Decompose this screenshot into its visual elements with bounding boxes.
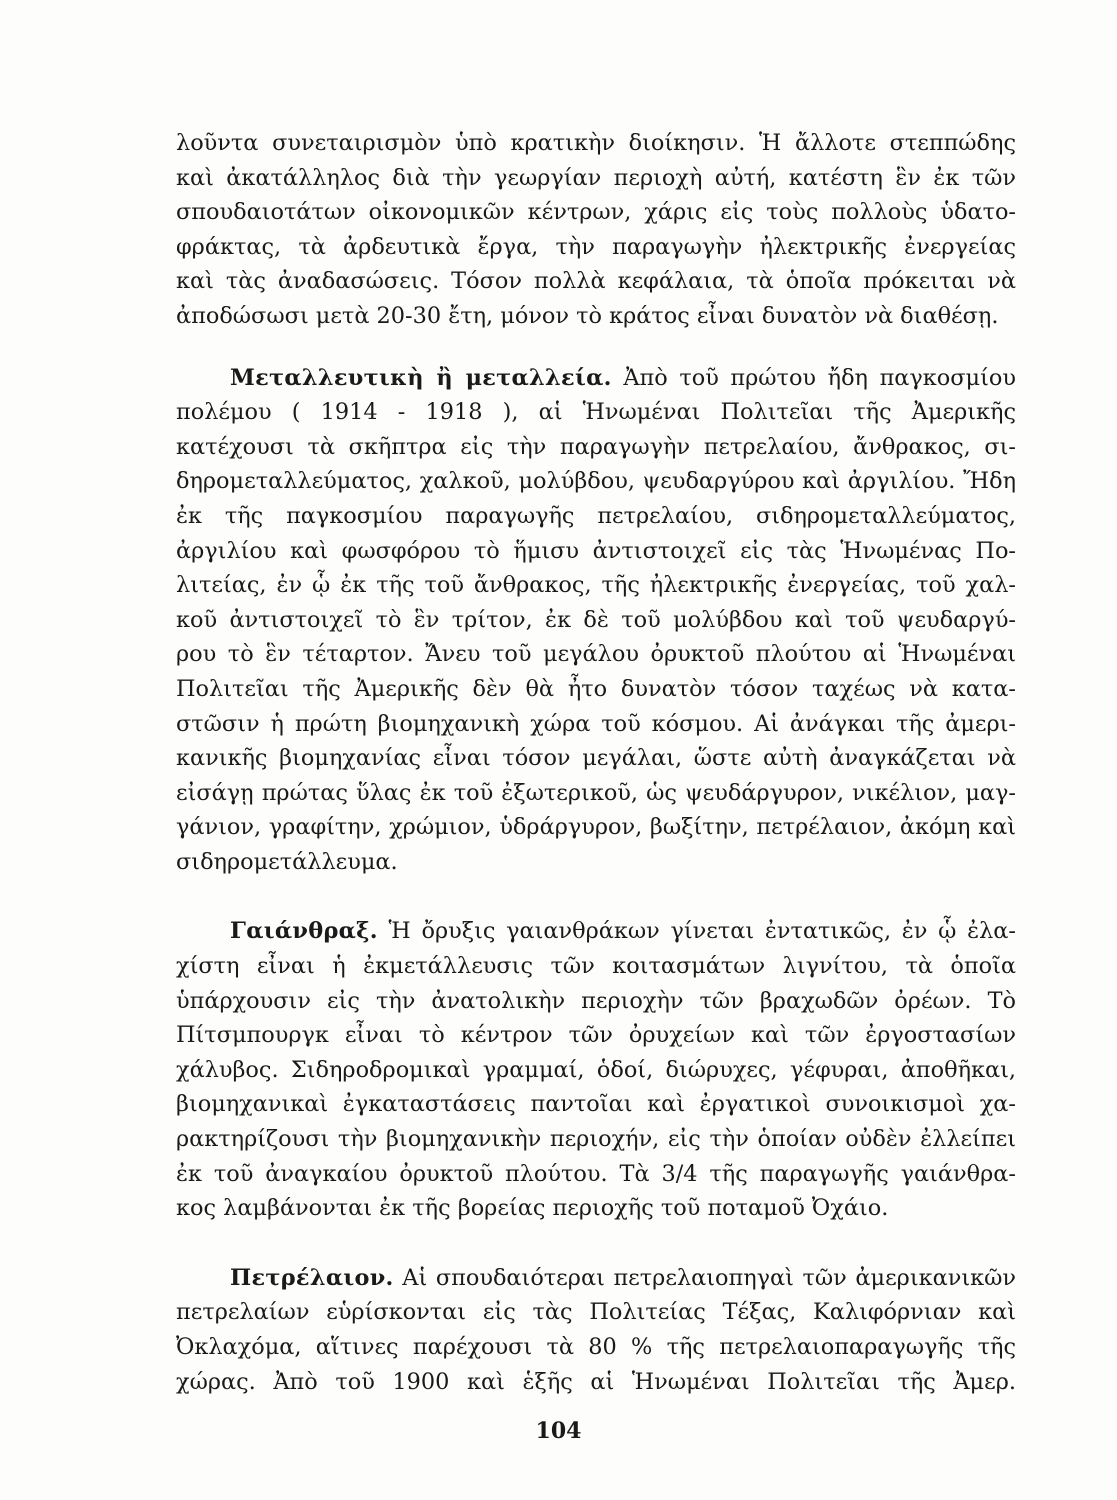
- text-line: καὶ ἀκατάλληλος διὰ τὴν γεωργίαν περιοχὴ αὐτή, κατέστη ἓν ἐκ τῶν: [176, 164, 1016, 191]
- text-line: γάνιον, γραφίτην, χρώμιον, ὑδράργυρον, βωξίτην, πετρέλαιον, ἀκόμη καὶ: [176, 814, 1016, 841]
- text-line: ρου τὸ ἓν τέταρτον. Ἄνευ τοῦ μεγάλου ὀρυκτοῦ πλούτου αἱ Ἡνωμέναι: [176, 641, 1016, 668]
- text-line: [176, 361, 1016, 396]
- paragraph-mining: [176, 361, 1016, 880]
- text-line: πολέμου ( 1914 - 1918 ), αἱ Ἡνωμέναι Πολιτεῖαι τῆς Ἀμερικῆς: [176, 399, 1016, 426]
- text-line: στῶσιν ἡ πρώτη βιομηχανικὴ χώρα τοῦ κόσμου. Αἱ ἀνάγκαι τῆς ἀμερι-: [176, 710, 1016, 737]
- text-line: καὶ τὰς ἀναδασώσεις. Τόσον πολλὰ κεφάλαια, τὰ ὁποῖα πρόκειται νὰ: [176, 268, 1016, 295]
- text-line: ὑπάρχουσιν εἰς τὴν ἀνατολικὴν περιοχὴν τῶν βραχωδῶν ὀρέων. Τὸ: [176, 987, 1016, 1014]
- paragraph-petroleum: [176, 1261, 1016, 1399]
- text-line: χώρας. Ἀπὸ τοῦ 1900 καὶ ἑξῆς αἱ Ἡνωμέναι Πολιτεῖαι τῆς Ἀμερ.: [176, 1368, 1016, 1395]
- text-line: κοῦ ἀντιστοιχεῖ τὸ ἓν τρίτον, ἐκ δὲ τοῦ μολύβδου καὶ τοῦ ψευδαργύ-: [176, 606, 1016, 633]
- page-text: [176, 126, 1016, 1399]
- text-line-content: Ἡ ὄρυξις γαιανθράκων γίνεται ἐντατικῶς, ἐν ᾧ ἐλα-: [377, 918, 1016, 945]
- text-line: λοῦντα συνεταιρισμὸν ὑπὸ κρατικὴν διοίκησιν. Ἡ ἄλλοτε στεππώδης: [176, 130, 1016, 156]
- text-line: ἐκ τοῦ ἀναγκαίου ὀρυκτοῦ πλούτου. Τὰ 3/4 τῆς παραγωγῆς γαιάνθρα-: [176, 1160, 1016, 1187]
- text-line: βιομηχανικαὶ ἐγκαταστάσεις παντοῖαι καὶ ἐργατικοὶ συνοικισμοὶ χα-: [176, 1091, 1016, 1118]
- text-line: φράκτας, τὰ ἀρδευτικὰ ἔργα, τὴν παραγωγὴν ἠλεκτρικῆς ἐνεργείας: [176, 233, 1016, 260]
- paragraph-coal: [176, 914, 1016, 1225]
- section-heading-coal: Γαιάνθραξ.: [230, 918, 378, 945]
- text-line: πετρελαίων εὑρίσκονται εἰς τὰς Πολιτείας Τέξας, Καλιφόρνιαν καὶ: [176, 1299, 1016, 1326]
- text-line: εἰσάγῃ πρώτας ὕλας ἐκ τοῦ ἐξωτερικοῦ, ὡς ψευδάργυρον, νικέλιον, μαγ-: [176, 779, 1016, 806]
- text-line: χίστη εἶναι ἡ ἐκμετάλλευσις τῶν κοιτασμάτων λιγνίτου, τὰ ὁποῖα: [176, 953, 1016, 980]
- text-line: ρακτηρίζουσι τὴν βιομηχανικὴν περιοχήν, εἰς τὴν ὁποίαν οὐδὲν ἐλλείπει: [176, 1126, 1016, 1153]
- text-line: ἀργιλίου καὶ φωσφόρου τὸ ἥμισυ ἀντιστοιχεῖ εἰς τὰς Ἡνωμένας Πο-: [176, 537, 1016, 564]
- text-line: ἀποδώσωσι μετὰ 20-30 ἔτη, μόνον τὸ κράτος εἶναι δυνατὸν νὰ διαθέσῃ.: [176, 302, 999, 329]
- text-line: κατέχουσι τὰ σκῆπτρα εἰς τὴν παραγωγὴν πετρελαίου, ἄνθρακος, σι-: [176, 433, 1016, 460]
- page-number: 104: [535, 1418, 582, 1444]
- text-line: σιδηρομετάλλευμα.: [176, 848, 398, 875]
- text-line: δηρομεταλλεύματος, χαλκοῦ, μολύβδου, ψευδαργύρου καὶ ἀργιλίου. Ἤδη: [176, 468, 1016, 495]
- text-line-content: Αἱ σπουδαιότεραι πετρελαιοπηγαὶ τῶν ἀμερικανικῶν: [393, 1264, 1016, 1291]
- text-line: Πίτσμπουργκ εἶναι τὸ κέντρον τῶν ὀρυχείων καὶ τῶν ἐργοστασίων: [176, 1022, 1016, 1049]
- text-line: Ὀκλαχόμα, αἵτινες παρέχουσι τὰ 80 % τῆς πετρελαιοπαραγωγῆς τῆς: [176, 1334, 1016, 1360]
- text-line: ἐκ τῆς παγκοσμίου παραγωγῆς πετρελαίου, σιδηρομεταλλεύματος,: [176, 502, 1016, 529]
- section-heading-mining: Μεταλλευτικὴ ἢ μεταλλεία.: [230, 364, 612, 391]
- text-line-content: Ἀπὸ τοῦ πρώτου ἤδη παγκοσμίου: [611, 364, 1016, 391]
- text-line: κανικῆς βιομηχανίας εἶναι τόσον μεγάλαι, ὥστε αὐτὴ ἀναγκάζεται νὰ: [176, 745, 1016, 772]
- text-line: [176, 914, 1016, 949]
- text-line: χάλυβος. Σιδηροδρομικαὶ γραμμαί, ὁδοί, διώρυχες, γέφυραι, ἀποθῆκαι,: [176, 1056, 1016, 1083]
- section-heading-petroleum: Πετρέλαιον.: [230, 1264, 394, 1291]
- text-line: Πολιτεῖαι τῆς Ἀμερικῆς δὲν θὰ ἦτο δυνατὸν τόσον ταχέως νὰ κατα-: [176, 675, 1016, 702]
- paragraph-intro: [176, 126, 1016, 334]
- text-line: λιτείας, ἐν ᾧ ἐκ τῆς τοῦ ἄνθρακος, τῆς ἠλεκτρικῆς ἐνεργείας, τοῦ χαλ-: [176, 572, 1016, 599]
- text-line: [176, 1261, 1016, 1296]
- text-line: κος λαμβάνονται ἐκ τῆς βορείας περιοχῆς τοῦ ποταμοῦ Ὀχάιο.: [176, 1195, 889, 1222]
- text-line: σπουδαιοτάτων οἰκονομικῶν κέντρων, χάρις εἰς τοὺς πολλοὺς ὑδατο-: [176, 199, 1016, 226]
